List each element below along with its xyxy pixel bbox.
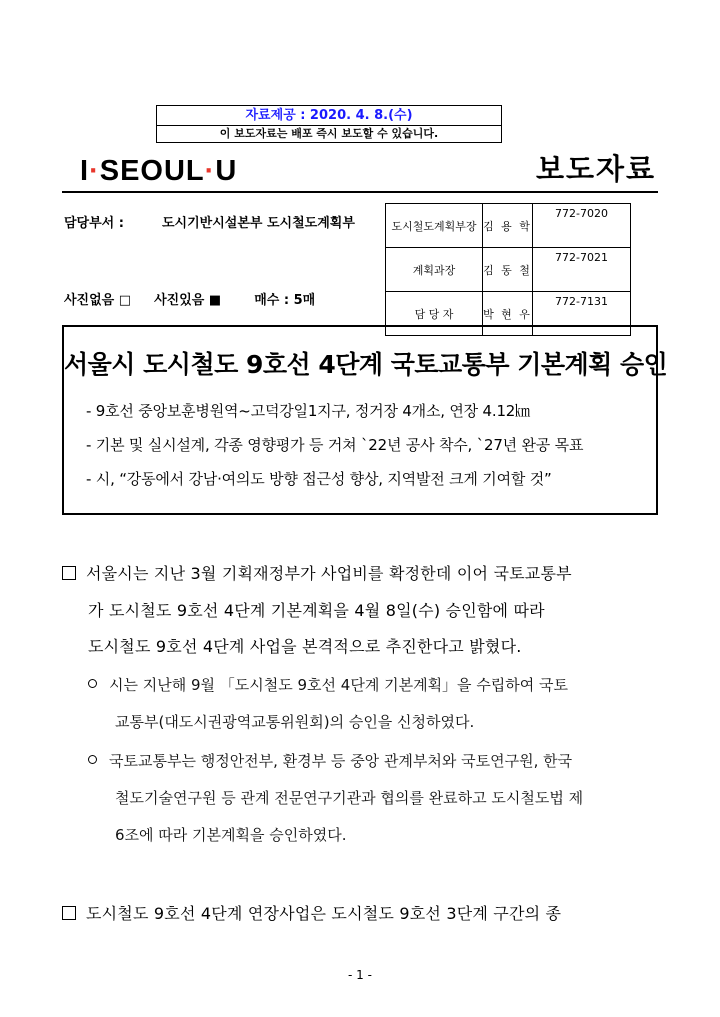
- has-photo-label: 사진있음 ■: [154, 293, 222, 308]
- release-date: 자료제공 : 2020. 4. 8.(수): [157, 106, 501, 126]
- headline: 서울시 도시철도 9호선 4단계 국토교통부 기본계획 승인: [64, 350, 668, 379]
- paragraph-line: [62, 901, 561, 924]
- contact-role: 도시철도계획부장: [386, 204, 483, 248]
- no-photo-label: 사진없음 □: [64, 293, 132, 308]
- contact-name: 김 동 철: [483, 248, 533, 292]
- circle-bullet-icon: [88, 679, 97, 688]
- sub-headline: - 기본 및 실시설계, 각종 영향평가 등 거쳐 `22년 공사 착수, `27년 완공 목표: [86, 436, 584, 454]
- contact-phone: 772-7131: [533, 292, 631, 336]
- bullet-line: 교통부(대도시권광역교통위원회)의 승인을 신청하였다.: [115, 713, 475, 731]
- paragraph-line: 가 도시철도 9호선 4단계 기본계획을 4월 8일(수) 승인함에 따라: [88, 601, 545, 620]
- bullet-line: 6조에 따라 기본계획을 승인하였다.: [115, 826, 347, 844]
- page-number: - 1 -: [348, 968, 372, 982]
- paragraph-line: [62, 561, 572, 584]
- department-name: 도시기반시설본부 도시철도계획부: [162, 216, 355, 231]
- logo-dot-2: ·: [204, 155, 216, 187]
- bullet-line: [88, 750, 572, 771]
- release-info-box: [156, 105, 502, 143]
- doc-type-title: 보도자료: [536, 152, 657, 186]
- seoul-logo: [80, 153, 237, 189]
- contact-phone: 772-7020: [533, 204, 631, 248]
- checkbox-bullet-icon: [62, 566, 76, 580]
- circle-bullet-icon: [88, 755, 97, 764]
- paragraph-line: 도시철도 9호선 4단계 사업을 본격적으로 추진한다고 밝혔다.: [88, 637, 522, 656]
- contact-phone: 772-7021: [533, 248, 631, 292]
- paragraph-text: 도시철도 9호선 4단계 연장사업은 도시철도 9호선 3단계 구간의 종: [86, 904, 562, 923]
- checkbox-bullet-icon: [62, 906, 76, 920]
- contact-row: [386, 248, 631, 292]
- photo-count: 매수 : 5매: [254, 293, 316, 308]
- sub-headline: - 시, “강동에서 강남·여의도 방향 접근성 향상, 지역발전 크게 기여할 것”: [86, 470, 552, 488]
- sub-headline: - 9호선 중앙보훈병원역~고덕강일1지구, 정거장 4개소, 연장 4.12㎞: [86, 402, 530, 420]
- logo-dot-1: ·: [89, 155, 100, 187]
- photo-info: [64, 289, 315, 308]
- bullet-text: 시는 지난해 9월 「도시철도 9호선 4단계 기본계획」을 수립하여 국토: [109, 676, 569, 694]
- bullet-line: [88, 674, 568, 695]
- contact-row: [386, 204, 631, 248]
- header-divider: [62, 191, 658, 193]
- contact-role: 계획과장: [386, 248, 483, 292]
- contact-role: 담 당 자: [386, 292, 483, 336]
- paragraph-text: 서울시는 지난 3월 기획재정부가 사업비를 확정한데 이어 국토교통부: [86, 564, 572, 583]
- bullet-text: 국토교통부는 행정안전부, 환경부 등 중앙 관계부처와 국토연구원, 한국: [109, 752, 573, 770]
- release-note: 이 보도자료는 배포 즉시 보도할 수 있습니다.: [219, 127, 439, 140]
- contact-name: 박 현 우: [483, 292, 533, 336]
- contact-name: 김 용 학: [483, 204, 533, 248]
- logo-i: I: [80, 155, 90, 187]
- contacts-table: [385, 203, 631, 336]
- bullet-line: 철도기술연구원 등 관계 전문연구기관과 협의를 완료하고 도시철도법 제: [115, 789, 584, 807]
- logo-u: U: [215, 155, 238, 187]
- headline-box: [62, 325, 668, 515]
- logo-seoul: SEOUL: [99, 155, 205, 187]
- department-label: 담당부서 :: [64, 216, 124, 231]
